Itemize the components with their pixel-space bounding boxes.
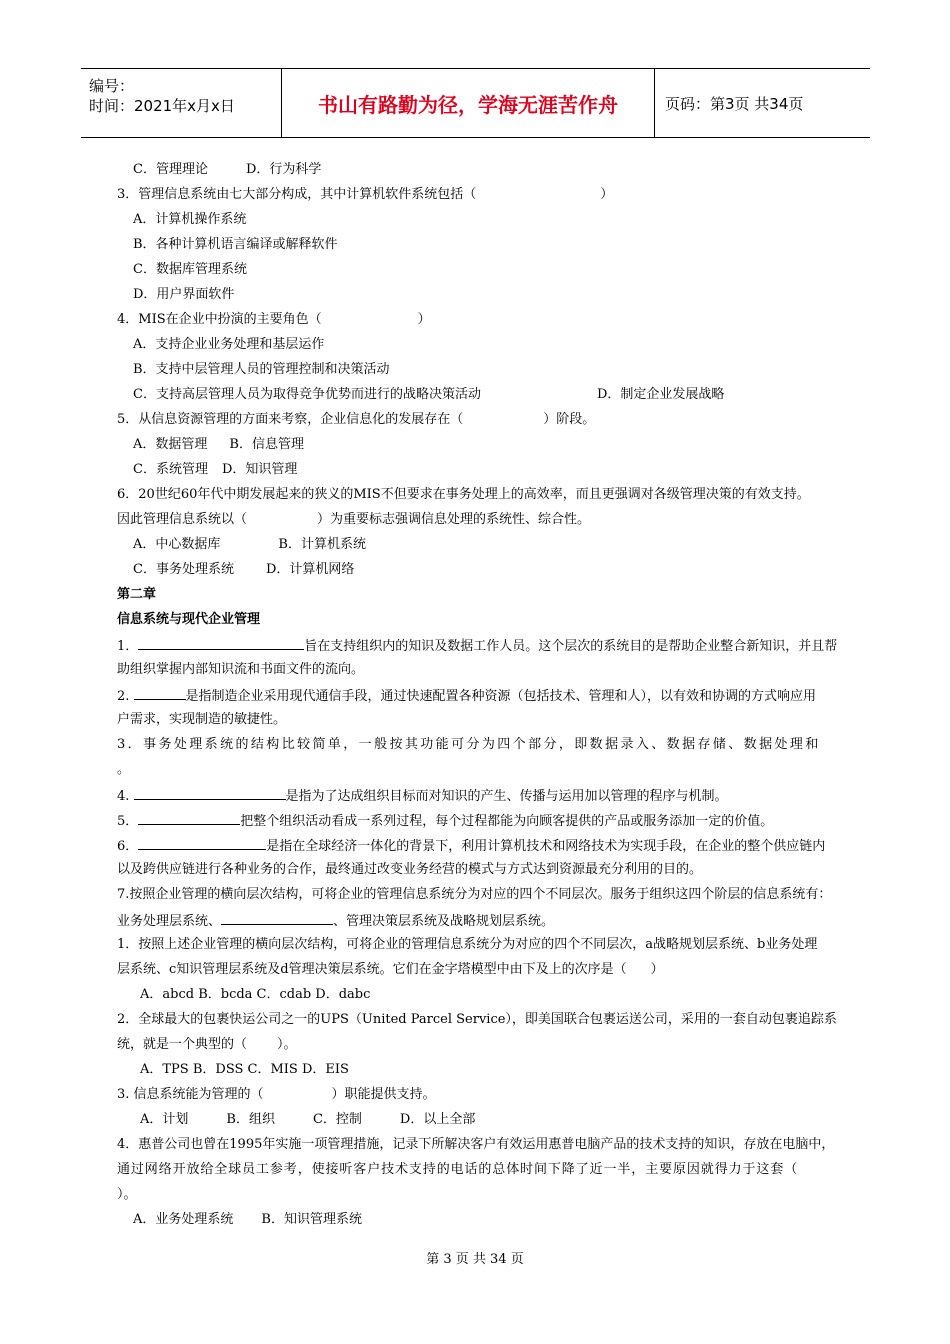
- answer-blank: [138, 837, 266, 850]
- option-line: A．abcd B．bcda C．cdab D．dabc: [140, 987, 371, 1002]
- option-line: C．数据库管理系统: [133, 262, 247, 277]
- text-line: 户需求，实现制造的敏捷性。: [117, 712, 287, 727]
- option-c: C．管理理论: [133, 162, 208, 177]
- option-line: [133, 162, 321, 178]
- answer-blank: [138, 637, 304, 650]
- question-6-cont: 因此管理信息系统以（ ）为重要标志强调信息处理的系统性、综合性。: [117, 512, 591, 527]
- fill-question-3: 3．事务处理系统的结构比较简单，一般按其功能可分为四个部分，即数据录入、数据存储、数据处理和: [117, 737, 821, 752]
- page-header: [81, 68, 870, 138]
- option-line: B．各种计算机语言编译或解释软件: [133, 237, 338, 252]
- fill-question-5: 5． 把整个组织活动看成一系列过程，每个过程都能为向顾客提供的产品或服务添加一定的价值。: [117, 814, 774, 829]
- answer-blank: [138, 812, 240, 825]
- question-5: 5．从信息资源管理的方面来考察，企业信息化的发展存在（ ）阶段。: [117, 412, 596, 427]
- header-meta-cell: [81, 69, 282, 137]
- time-label: 时间：2021年x月x日: [89, 97, 235, 115]
- page-footer: 第 3 页 共 34 页: [426, 1252, 524, 1267]
- text-line: 层系统、c知识管理层系统及d管理决策层系统。它们在金字塔模型中由下及上的次序是（ ）: [117, 962, 664, 977]
- question-6: 6．20世纪60年代中期发展起来的狭义的MIS不但要求在事务处理上的高效率，而且更强调对各级管理决策的有效支持。: [117, 487, 810, 502]
- answer-blank: [221, 912, 333, 925]
- text-line: 统，就是一个典型的（ ）。: [117, 1037, 297, 1052]
- option-line: A．数据管理 B．信息管理: [133, 437, 304, 452]
- option-d: D．行为科学: [245, 162, 322, 177]
- answer-blank: [134, 687, 186, 700]
- text-line: 助组织掌握内部知识流和书面文件的流向。: [117, 662, 365, 677]
- option-line: B．支持中层管理人员的管理控制和决策活动: [133, 362, 390, 377]
- text-line: 业务处理层系统、 、管理决策层系统及战略规划层系统。: [117, 914, 555, 929]
- option-line: C．系统管理 D．知识管理: [133, 462, 298, 477]
- page-label: 页码：第3页 共34页: [665, 94, 804, 113]
- question-4: 4．MIS在企业中扮演的主要角色（ ）: [117, 312, 431, 327]
- choice-question-2: 2．全球最大的包裹快运公司之一的UPS（United Parcel Service），即美国联合包裹运送公司，采用的一套自动包裹追踪系: [117, 1012, 837, 1027]
- option-line: C．支持高层管理人员为取得竞争优势而进行的战略决策活动 D．制定企业发展战略: [133, 387, 725, 402]
- option-line: A．计算机操作系统: [133, 212, 247, 227]
- section-heading: 信息系统与现代企业管理: [117, 612, 261, 627]
- text-line: 。: [117, 762, 131, 777]
- option-line: A．业务处理系统 B．知识管理系统: [133, 1212, 362, 1227]
- fill-question-1: 1． 旨在支持组织内的知识及数据工作人员。这个层次的系统目的是帮助企业整合新知识，并且帮: [117, 639, 838, 654]
- option-line: A．计划 B．组织 C．控制 D．以上全部: [140, 1112, 476, 1127]
- option-line: A．支持企业业务处理和基层运作: [133, 337, 325, 352]
- option-line: A．中心数据库 B．计算机系统: [133, 537, 366, 552]
- option-line: D．用户界面软件: [133, 287, 235, 302]
- fill-question-7: 7.按照企业管理的横向层次结构，可将企业的管理信息系统分为对应的四个不同层次。服务于组织这四个阶层的信息系统有：: [117, 887, 832, 902]
- choice-question-4: 4．惠普公司也曾在1995年实施一项管理措施，记录下所解决客户有效运用惠普电脑产品的技术支持的知识，存放在电脑中，: [117, 1137, 835, 1152]
- number-label: 编号：: [89, 77, 135, 95]
- text-line: 通过网络开放给全球员工参考，使接听客户技术支持的电话的总体时间下降了近一半，主要原因就得力于这套（: [117, 1162, 799, 1177]
- chapter-heading: 第二章: [117, 587, 157, 602]
- text-line: 以及跨供应链进行各种业务的合作，最终通过改变业务经营的模式与方式达到资源最充分利用的目的。: [117, 862, 703, 877]
- fill-question-6: 6． 是指在全球经济一体化的背景下，利用计算机技术和网络技术为实现手段，在企业的整个供应链内: [117, 839, 826, 854]
- fill-question-4: 4. 是指为了达成组织目标而对知识的产生、传播与运用加以管理的程序与机制。: [117, 789, 728, 804]
- choice-question-3: 3. 信息系统能为管理的（ ）职能提供支持。: [117, 1087, 436, 1102]
- answer-blank: [134, 787, 286, 800]
- motto: 书山有路勤为径，学海无涯苦作舟: [282, 69, 655, 137]
- option-line: A．TPS B．DSS C．MIS D．EIS: [140, 1062, 349, 1077]
- fill-question-2: 2. 是指制造企业采用现代通信手段，通过快速配置各种资源（包括技术、管理和人），以有效和协调的方式响应用: [117, 689, 817, 704]
- choice-question-1: 1．按照上述企业管理的横向层次结构，可将企业的管理信息系统分为对应的四个不同层次，a战略规划层系统、b业务处理: [117, 937, 818, 952]
- option-line: C．事务处理系统 D．计算机网络: [133, 562, 355, 577]
- text-line: ）。: [117, 1187, 137, 1202]
- question-3: 3．管理信息系统由七大部分构成，其中计算机软件系统包括（ ）: [117, 187, 614, 202]
